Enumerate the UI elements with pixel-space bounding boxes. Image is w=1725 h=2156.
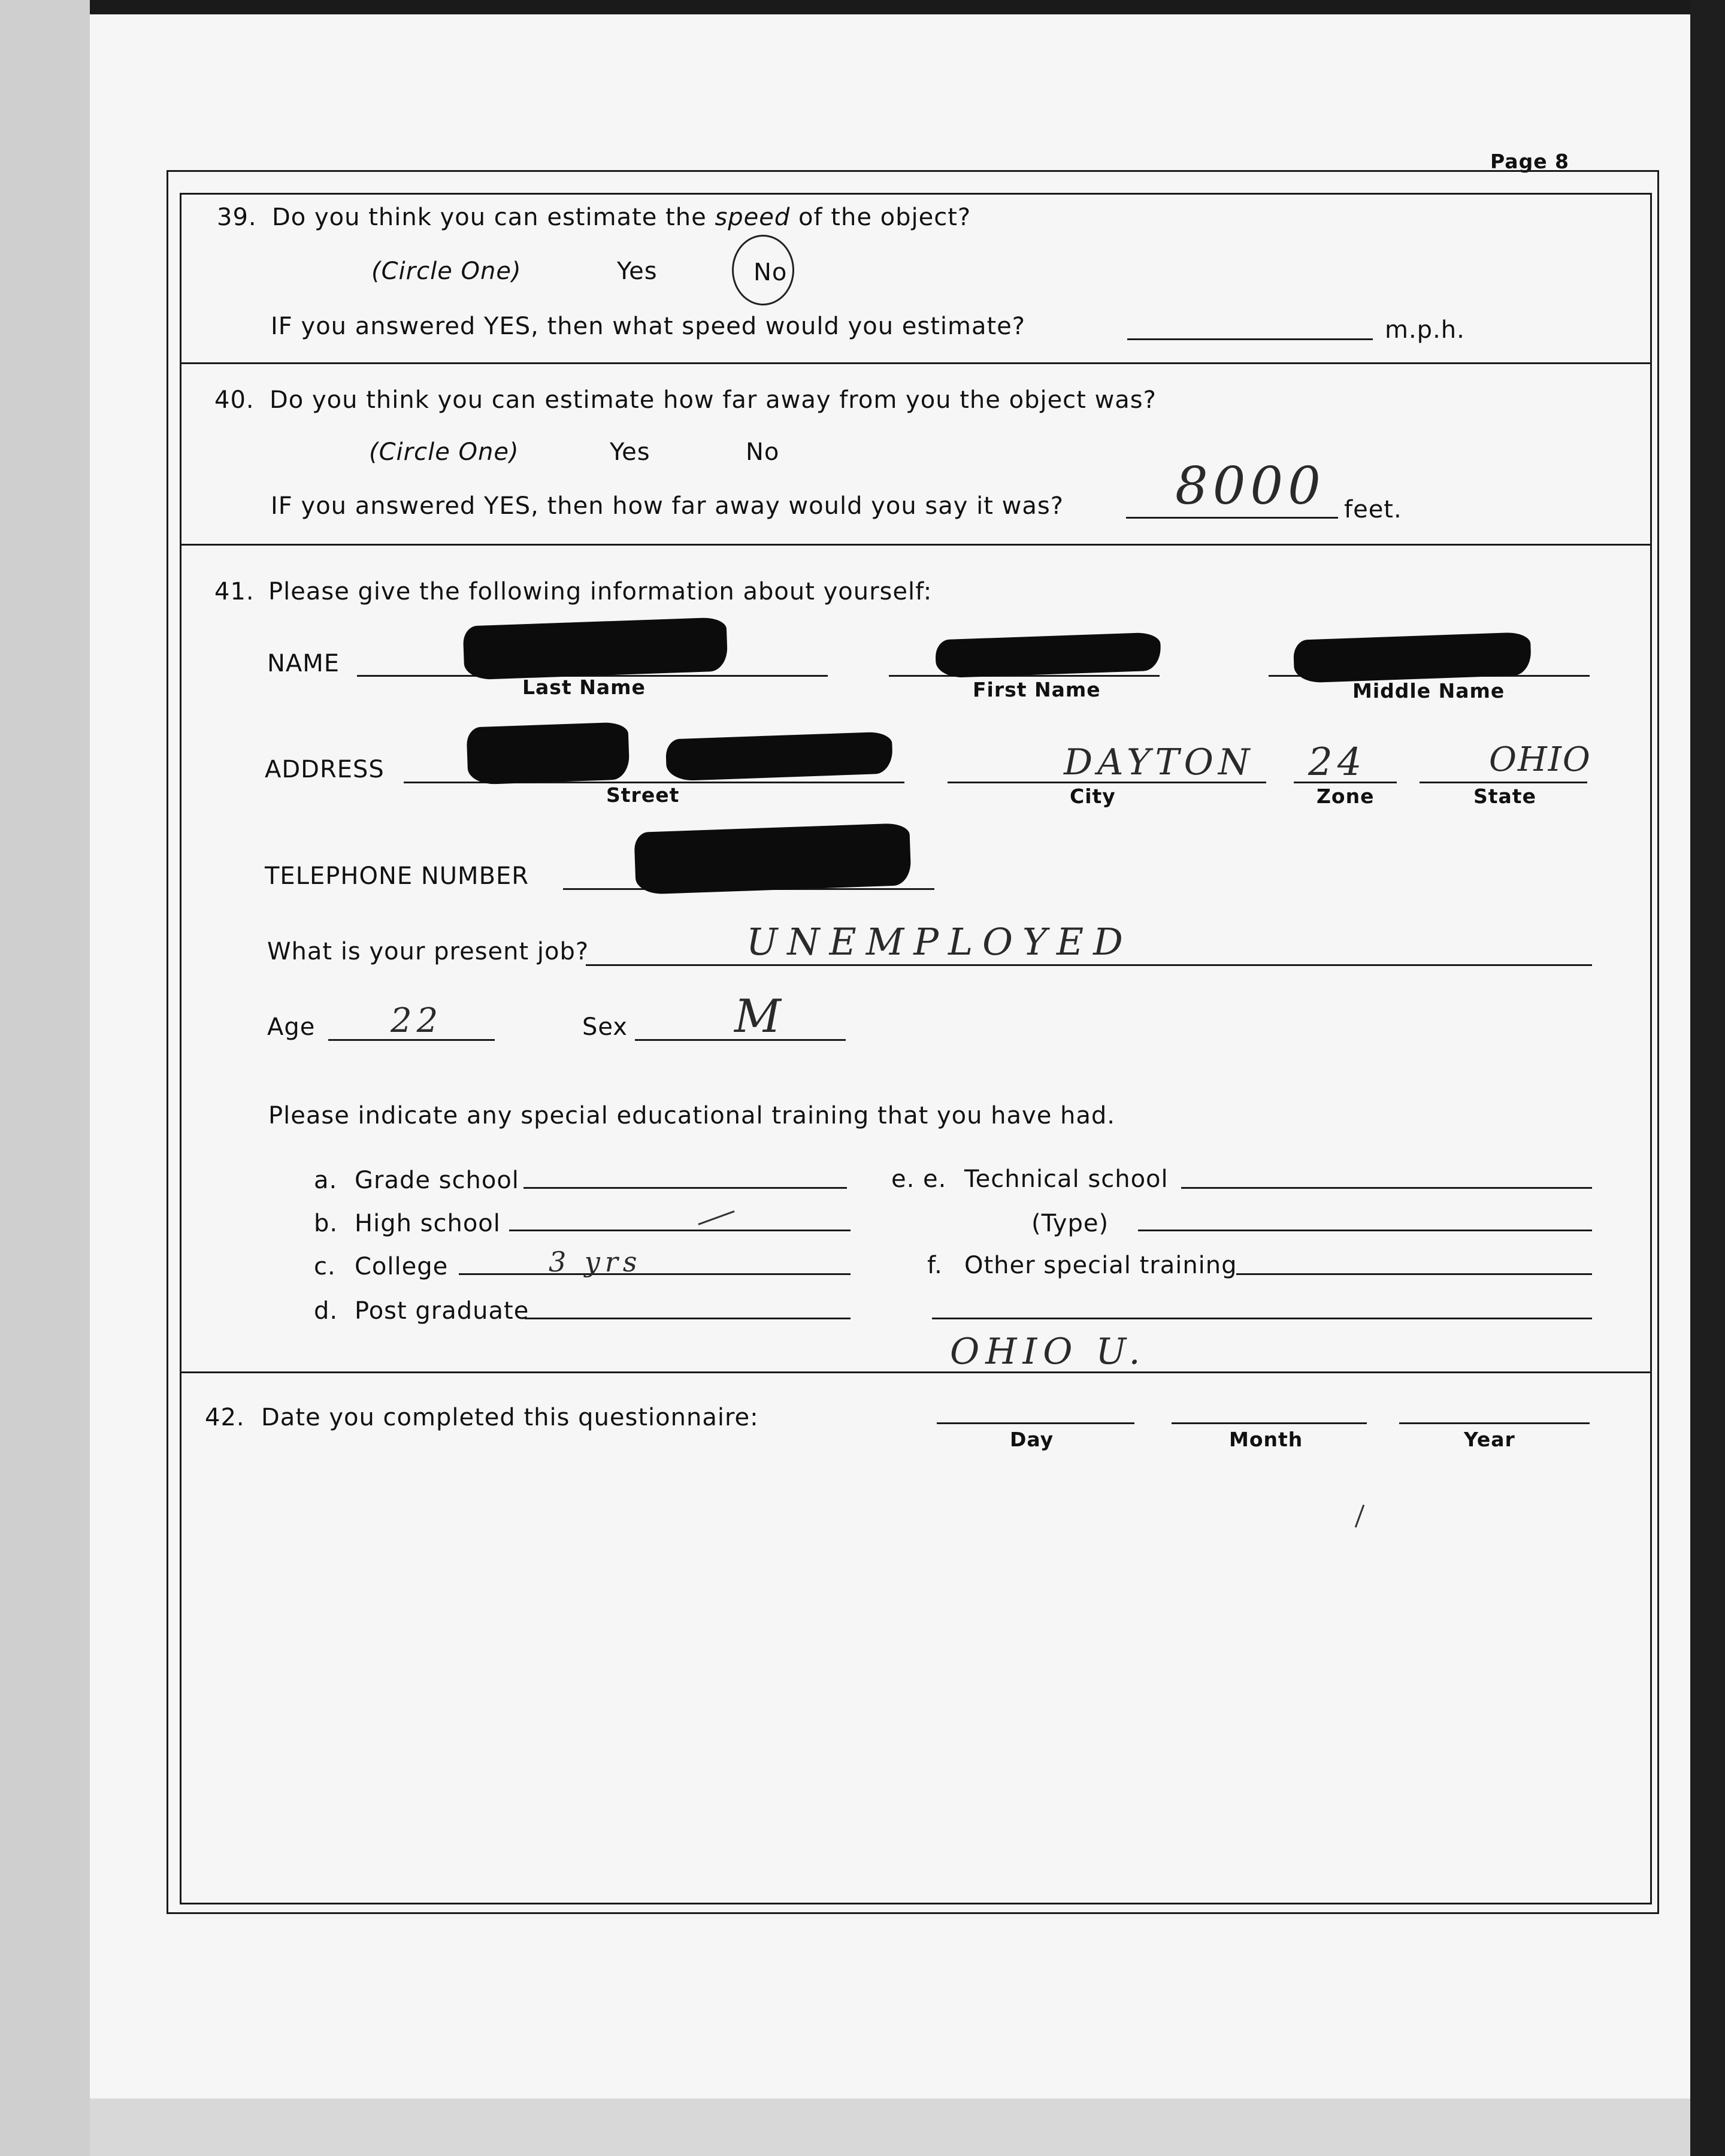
q39-unit: m.p.h.	[1385, 316, 1465, 344]
year-field[interactable]	[1399, 1422, 1590, 1424]
zone-value: 24	[1308, 740, 1367, 785]
divider-q39-q40	[180, 362, 1650, 364]
other-training-field-2[interactable]	[932, 1318, 1592, 1319]
edu-c-label: c.	[314, 1253, 336, 1280]
first-name-redaction	[935, 632, 1161, 678]
street-caption: Street	[606, 783, 680, 807]
edu-a-label: a.	[314, 1167, 338, 1194]
divider-q41-q42	[180, 1371, 1650, 1373]
q40-distance-field[interactable]	[1126, 517, 1338, 519]
city-caption: City	[1070, 785, 1116, 808]
technical-school-field[interactable]	[1181, 1187, 1592, 1189]
month-field[interactable]	[1172, 1422, 1367, 1424]
education-prompt: Please indicate any special educational training that you have had.	[268, 1102, 1116, 1130]
month-caption: Month	[1229, 1428, 1303, 1451]
q40-circle-one: (Circle One)	[369, 438, 519, 466]
q39-question-emphasis: speed	[715, 204, 791, 231]
middle-name-redaction	[1293, 632, 1532, 683]
q40-followup: IF you answered YES, then how far away would you say it was?	[271, 492, 1064, 520]
age-label: Age	[267, 1013, 316, 1041]
q39-speed-field[interactable]	[1127, 338, 1373, 340]
city-value: DAYTON	[1064, 741, 1255, 783]
q39-selection-circle	[732, 235, 794, 305]
q40-unit: feet.	[1344, 496, 1402, 523]
scan-top-edge	[0, 0, 1725, 14]
state-value: OHIO	[1489, 740, 1591, 779]
post-graduate-field[interactable]	[525, 1318, 851, 1319]
q40-question: Do you think you can estimate how far away from you the object was?	[270, 386, 1157, 414]
edu-grade-school: Grade school	[355, 1167, 519, 1194]
q40-option-yes[interactable]: Yes	[610, 438, 650, 466]
q39-circle-one: (Circle One)	[371, 258, 522, 285]
technical-type-field[interactable]	[1138, 1230, 1592, 1231]
edu-technical-school: Technical school	[964, 1165, 1169, 1193]
last-name-caption: Last Name	[522, 676, 646, 699]
high-school-field[interactable]	[509, 1230, 851, 1231]
address-label: ADDRESS	[265, 756, 385, 783]
edu-high-school: High school	[355, 1210, 501, 1237]
edu-type-label: (Type)	[1031, 1210, 1109, 1237]
edu-d-label: d.	[314, 1297, 338, 1325]
job-value: UNEMPLOYED	[746, 920, 1133, 964]
telephone-label: TELEPHONE NUMBER	[265, 862, 529, 890]
edu-post-graduate: Post graduate	[355, 1297, 529, 1325]
q39-number: 39.	[217, 204, 257, 231]
q39-question: Do you think you can estimate the speed of the object?	[272, 204, 972, 231]
q40-option-no[interactable]: No	[746, 438, 780, 466]
q40-number: 40.	[214, 386, 255, 414]
grade-school-field[interactable]	[523, 1187, 847, 1189]
year-caption: Year	[1464, 1428, 1515, 1451]
other-training-field[interactable]	[1236, 1273, 1592, 1275]
sex-value: M	[734, 989, 786, 1043]
telephone-redaction	[634, 823, 911, 895]
q41-question: Please give the following information about yourself:	[268, 578, 933, 605]
job-field[interactable]	[586, 964, 1592, 966]
college-value: 3 yrs	[549, 1246, 642, 1278]
day-field[interactable]	[937, 1422, 1134, 1424]
job-label: What is your present job?	[267, 938, 589, 965]
q42-number: 42.	[205, 1404, 245, 1431]
street-name-redaction	[665, 731, 893, 781]
state-field[interactable]	[1420, 782, 1587, 783]
q41-number: 41.	[214, 578, 255, 605]
first-name-caption: First Name	[973, 678, 1101, 701]
college-field[interactable]	[459, 1273, 851, 1275]
sex-label: Sex	[582, 1013, 628, 1041]
edu-other-training: Other special training	[964, 1252, 1237, 1279]
day-caption: Day	[1010, 1428, 1054, 1451]
page-number: Page 8	[1490, 150, 1570, 173]
street-number-redaction	[466, 722, 630, 785]
last-name-redaction	[463, 617, 728, 680]
divider-q40-q41	[180, 544, 1650, 546]
q42-question: Date you completed this questionnaire:	[261, 1404, 759, 1431]
q39-option-no[interactable]: No	[753, 259, 788, 286]
scan-bottom-edge	[90, 2099, 1690, 2156]
zone-caption: Zone	[1317, 785, 1375, 808]
scan-left-edge	[0, 0, 90, 2156]
other-training-value: OHIO U.	[950, 1331, 1146, 1373]
first-name-field[interactable]	[889, 675, 1160, 677]
q40-distance-answer: 8000	[1175, 456, 1325, 516]
name-label: NAME	[267, 650, 340, 677]
edu-e-label: e. e.	[891, 1165, 947, 1193]
middle-name-caption: Middle Name	[1352, 679, 1505, 702]
age-value: 22	[391, 1001, 443, 1040]
edu-b-label: b.	[314, 1210, 338, 1237]
scan-right-edge	[1690, 0, 1725, 2156]
state-caption: State	[1473, 785, 1536, 808]
q39-option-yes[interactable]: Yes	[617, 258, 658, 285]
edu-f-label: f.	[927, 1252, 943, 1279]
q39-followup: IF you answered YES, then what speed would you estimate?	[271, 313, 1026, 340]
edu-college: College	[355, 1253, 449, 1280]
